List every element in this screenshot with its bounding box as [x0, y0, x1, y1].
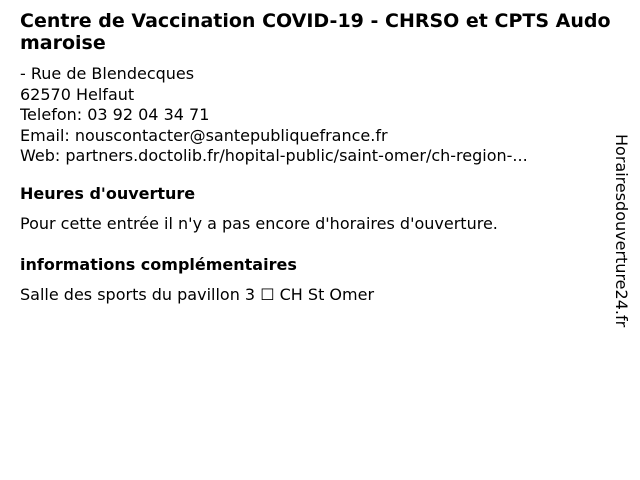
email-label: Email:: [20, 125, 70, 145]
email-line: [20, 126, 600, 147]
page-title: Centre de Vaccination COVID-19 - CHRSO et CPTS Audomaroise: [20, 10, 611, 54]
web-link[interactable]: partners.doctolib.fr/hopital-public/saint-omer/ch-region-...: [65, 146, 528, 165]
additional-info-heading: informations complémentaires: [20, 255, 297, 274]
additional-info-text: Salle des sports du pavillon 3 ☐ CH St Omer: [20, 285, 375, 304]
opening-hours-text: Pour cette entrée il n'y a pas encore d'horaires d'ouverture.: [20, 214, 498, 233]
phone-label: Telefon:: [20, 105, 83, 124]
phone-link[interactable]: 03 92 04 34 71: [87, 105, 210, 124]
phone-line: [20, 105, 600, 126]
opening-hours-heading: Heures d'ouverture: [20, 184, 196, 203]
web-line: [20, 146, 600, 167]
address-street: - Rue de Blendecques: [20, 64, 195, 83]
address-postal-city: 62570 Helfaut: [20, 84, 135, 104]
web-label: Web:: [20, 146, 61, 165]
site-watermark: Horairesdouverture24.fr: [612, 134, 631, 328]
email-link[interactable]: nouscontacter@santepubliquefrance.fr: [74, 125, 388, 145]
address-block: [20, 64, 600, 167]
